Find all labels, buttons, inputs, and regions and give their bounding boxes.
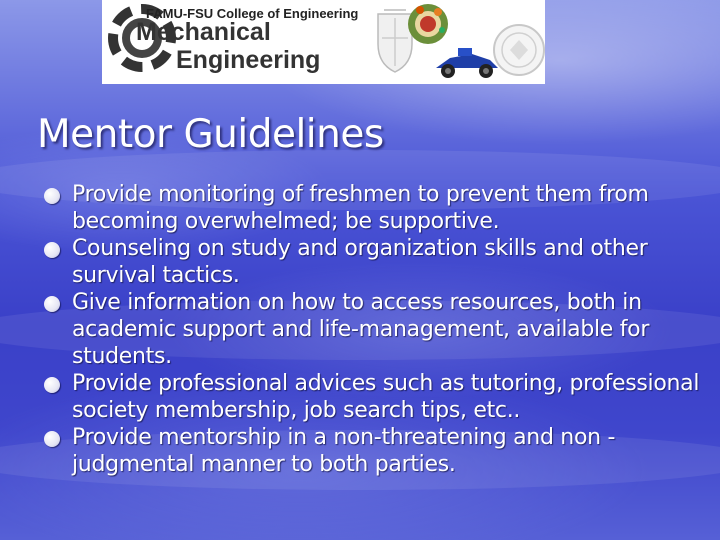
list-item [40,370,710,424]
bullet-text: Provide mentorship in a non-threatening and non -judgmental manner to both parties. [72,425,616,477]
list-item [40,424,710,478]
list-item [40,235,710,289]
bullet-list [40,181,710,478]
bullet-text: Provide monitoring of freshmen to prevent them from becoming overwhelmed; be supportive. [72,182,649,234]
bullet-icon [44,188,60,204]
bullet-icon [44,296,60,312]
bullet-icon [44,377,60,393]
bullet-text: Counseling on study and organization skills and other survival tactics. [72,236,648,288]
banner-college-name: FAMU-FSU College of Engineering [146,6,359,21]
banner-department-line1: Mechanical [136,18,271,46]
slide-title: Mentor Guidelines [37,112,384,157]
list-item [40,181,710,235]
seal-logo [492,20,545,80]
bullet-icon [44,242,60,258]
banner-department-line2: Engineering [176,46,321,74]
header-banner [102,0,545,84]
list-item [40,289,710,370]
bullet-text: Provide professional advices such as tutoring, professional society membership, job search tips, etc.. [72,371,700,423]
bullet-icon [44,431,60,447]
bullet-text: Give information on how to access resources, both in academic support and life-management, available for students. [72,290,650,369]
